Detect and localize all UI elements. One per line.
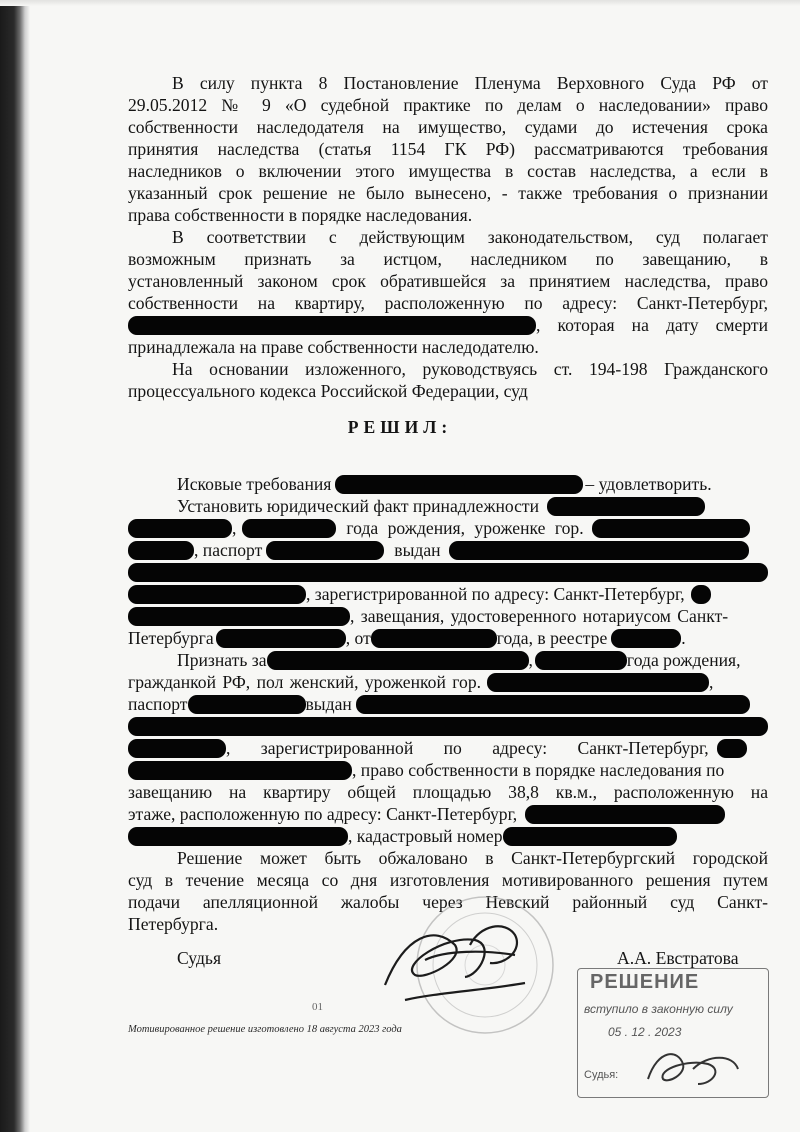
redaction-bar [449,541,749,560]
text-line: Петербурга. [128,914,219,934]
text-line: суд в течение месяца со дня изготовления мотивированного решения путем [128,870,768,890]
footnote-date: Мотивированное решение изготовлено 18 августа 2023 года [128,1024,402,1035]
scan-shadow-edge [0,0,30,1132]
redaction-bar [266,541,384,560]
text-line: , паспорт выдан [128,540,768,561]
text-line: установленный законом срок обратившейся за принятием наследства, право [128,271,768,291]
stray-handwritten-mark: 01 [312,1001,323,1013]
redaction-bar [487,673,709,692]
text-line: , кадастровый номер [128,826,768,847]
redaction-bar [547,497,705,516]
redaction-bar [535,651,627,670]
redaction-bar [188,695,306,714]
text-line: завещанию на квартиру общей площадью 38,8 кв.м., расположенную на [128,782,768,802]
text-line: Петербурга , от года, в реестре . [128,628,686,648]
redaction-bar [267,651,529,670]
text-line: наследников о включении этого имущества в состав наследства, а если в [128,161,768,181]
redaction-bar [128,316,536,335]
redaction-bar [216,629,346,648]
judge-name: А.А. Евстратова [617,948,739,968]
redaction-bar [128,541,194,560]
text-line: собственности наследодателя на имущество, судами до истечения срока [128,117,768,137]
text-line: паспорт выдан [128,694,768,715]
text-line: указанный срок решение не было вынесено, - также требования о признании [128,183,768,203]
text-line: В силу пункта 8 Постановление Пленума Верховного Суда РФ от [172,73,768,93]
text-line: процессуального кодекса Российской Федерации, суд [128,381,528,401]
redaction-bar [592,519,750,538]
text-line: Исковые требования – удовлетворить. [177,474,712,494]
text-line: , зарегистрированной по адресу: Санкт-Петербург, [128,584,768,605]
stamp-subtitle: вступило в законную силу [584,1002,733,1016]
redaction-bar [717,739,747,758]
text-line: Установить юридический факт принадлежности [177,496,768,517]
redaction-bar [691,585,711,604]
text-line: принадлежала на праве собственности наследодателю. [128,337,539,357]
scan-top-edge [0,0,800,6]
text-line: возможным признать за истцом, наследником по завещанию, в [128,249,768,269]
redaction-bar [128,827,348,846]
judge-signature-image [365,905,545,1015]
redaction-bar [128,607,350,626]
stamp-date: 05 . 12 . 2023 [608,1025,682,1039]
text-line [128,562,768,583]
text-line: собственности на квартиру, расположенную по адресу: Санкт-Петербург, [128,293,768,313]
text-line: права собственности в порядке наследования. [128,205,473,225]
text-line: 29.05.2012 № 9 «О судебной практике по делам о наследовании» право [128,95,768,115]
text-line: Признать за , года рождения, [177,650,741,670]
text-line: На основании изложенного, руководствуясь ст. 194-198 Гражданского [172,359,768,379]
redaction-bar [503,827,677,846]
text-line: подачи апелляционной жалобы через Невский районный суд Санкт- [128,892,768,912]
stamp-signature-image [638,1039,748,1094]
redaction-bar [525,805,725,824]
decision-heading: РЕШИЛ: [347,417,453,437]
redaction-bar [128,717,768,736]
redaction-bar [371,629,497,648]
redaction-bar [128,563,768,582]
redaction-bar [128,519,232,538]
text-line: , которая на дату смерти [128,315,768,336]
redaction-bar [128,761,352,780]
redaction-bar [242,519,336,538]
redaction-bar [128,585,306,604]
text-line: В соответствии с действующим законодательством, суд полагает [172,227,768,247]
text-line [128,716,768,737]
text-line: гражданкой РФ, пол женский, уроженкой гор. , [128,672,714,692]
text-line: Решение может быть обжаловано в Санкт-Петербургский городской [177,848,768,868]
text-line: , завещания, удостоверенного нотариусом Санкт- [128,606,768,627]
text-line: , право собственности в порядке наследования по [128,760,768,781]
redaction-bar [611,629,681,648]
redaction-bar [128,739,226,758]
text-line: этаже, расположенную по адресу: Санкт-Петербург, [128,804,768,825]
text-line: , зарегистрированной по адресу: Санкт-Петербург, [128,738,768,759]
redaction-bar [335,475,583,494]
legal-force-stamp [577,968,769,1098]
text-line: принятия наследства (статья 1154 ГК РФ) рассматриваются требования [128,139,768,159]
stamp-judge-label: Судья: [584,1069,619,1081]
judge-label: Судья [177,948,222,968]
stamp-title: РЕШЕНИЕ [590,971,700,993]
redaction-bar [356,695,750,714]
text-line: , года рождения, уроженке гор. [128,518,768,539]
